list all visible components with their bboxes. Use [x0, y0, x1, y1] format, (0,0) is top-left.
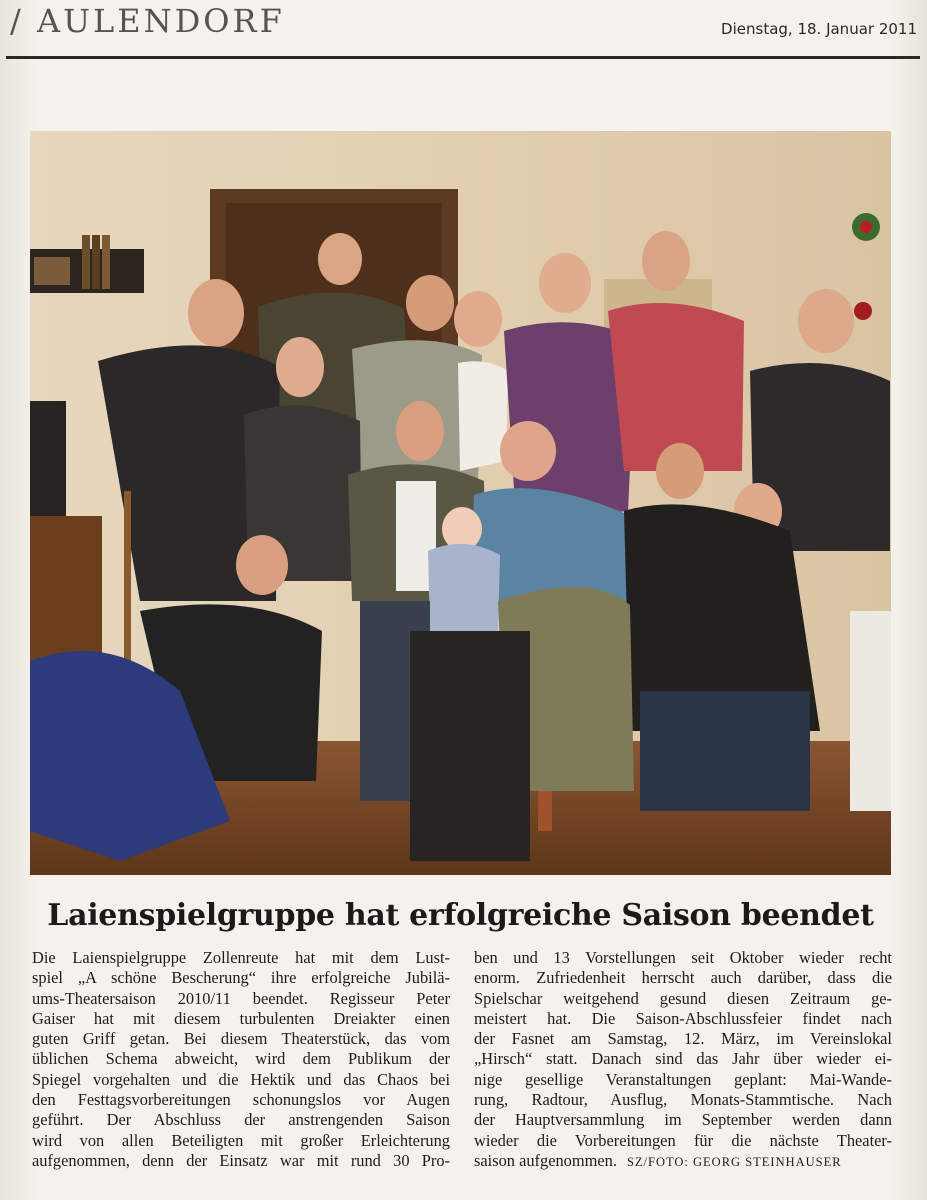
text-line: „Hirsch“ statt. Danach sind das Jahr über wieder ei- — [474, 1049, 892, 1069]
text-line: der Hauptversammlung im September werden dann — [474, 1110, 892, 1130]
header-rule — [6, 56, 920, 59]
text-line: ums-Theatersaison 2010/11 beendet. Regisseur Peter — [32, 988, 450, 1008]
text-line: enorm. Zufriedenheit herrscht auch darüber, dass die — [474, 968, 892, 988]
text-line: nige gesellige Veranstaltungen geplant: Mai-Wande- — [474, 1069, 892, 1089]
article-column-right — [474, 948, 892, 1171]
text-line: aufgenommen, denn der Einsatz war mit rund 30 Pro- — [32, 1150, 450, 1170]
text-line: rung, Radtour, Ausflug, Monats-Stammtische. Nach — [474, 1090, 892, 1110]
issue-date: Dienstag, 18. Januar 2011 — [721, 20, 917, 38]
group-photo — [30, 131, 891, 875]
text-line-end: saison aufgenommen. — [474, 1150, 617, 1170]
text-line: geführt. Der Abschluss der anstrengenden Saison — [32, 1110, 450, 1130]
text-line: wird von allen Beteiligten mit großer Erleichterung — [32, 1130, 450, 1150]
text-line: der Fasnet am Samstag, 12. März, im Vereinslokal — [474, 1029, 892, 1049]
text-line: üblichen Schema abweicht, wird dem Publikum der — [32, 1049, 450, 1069]
text-line: spiel „A schöne Bescherung“ ihre erfolgreiche Jubilä- — [32, 968, 450, 988]
text-line: guten Griff getan. Bei diesem Theaterstück, das vom — [32, 1029, 450, 1049]
text-line: den Festtagsvorbereitungen schonungslos vor Augen — [32, 1090, 450, 1110]
article-column-left — [32, 948, 450, 1171]
section-header: / AULENDORF — [10, 2, 285, 40]
text-line: ben und 13 Vorstellungen seit Oktober wieder recht — [474, 948, 892, 967]
text-line: Gaiser hat mit diesem turbulenten Dreiakter einen — [32, 1008, 450, 1028]
text-line: Die Laienspielgruppe Zollenreute hat mit dem Lust- — [32, 948, 450, 967]
text-line: Spiegel vorgehalten und die Hektik und das Chaos bei — [32, 1069, 450, 1089]
headline: Laienspielgruppe hat erfolgreiche Saison beendet — [47, 898, 874, 933]
text-line: Spielschar weitgehend gesund diesen Zeitraum ge- — [474, 988, 892, 1008]
last-text-line — [474, 1151, 892, 1171]
text-line: wieder die Vorbereitungen für die nächste Theater- — [474, 1130, 892, 1150]
text-line: meistert hat. Die Saison-Abschlussfeier findet nach — [474, 1008, 892, 1028]
photo-credit: SZ/FOTO: GEORG STEINHAUSER — [626, 1154, 842, 1169]
